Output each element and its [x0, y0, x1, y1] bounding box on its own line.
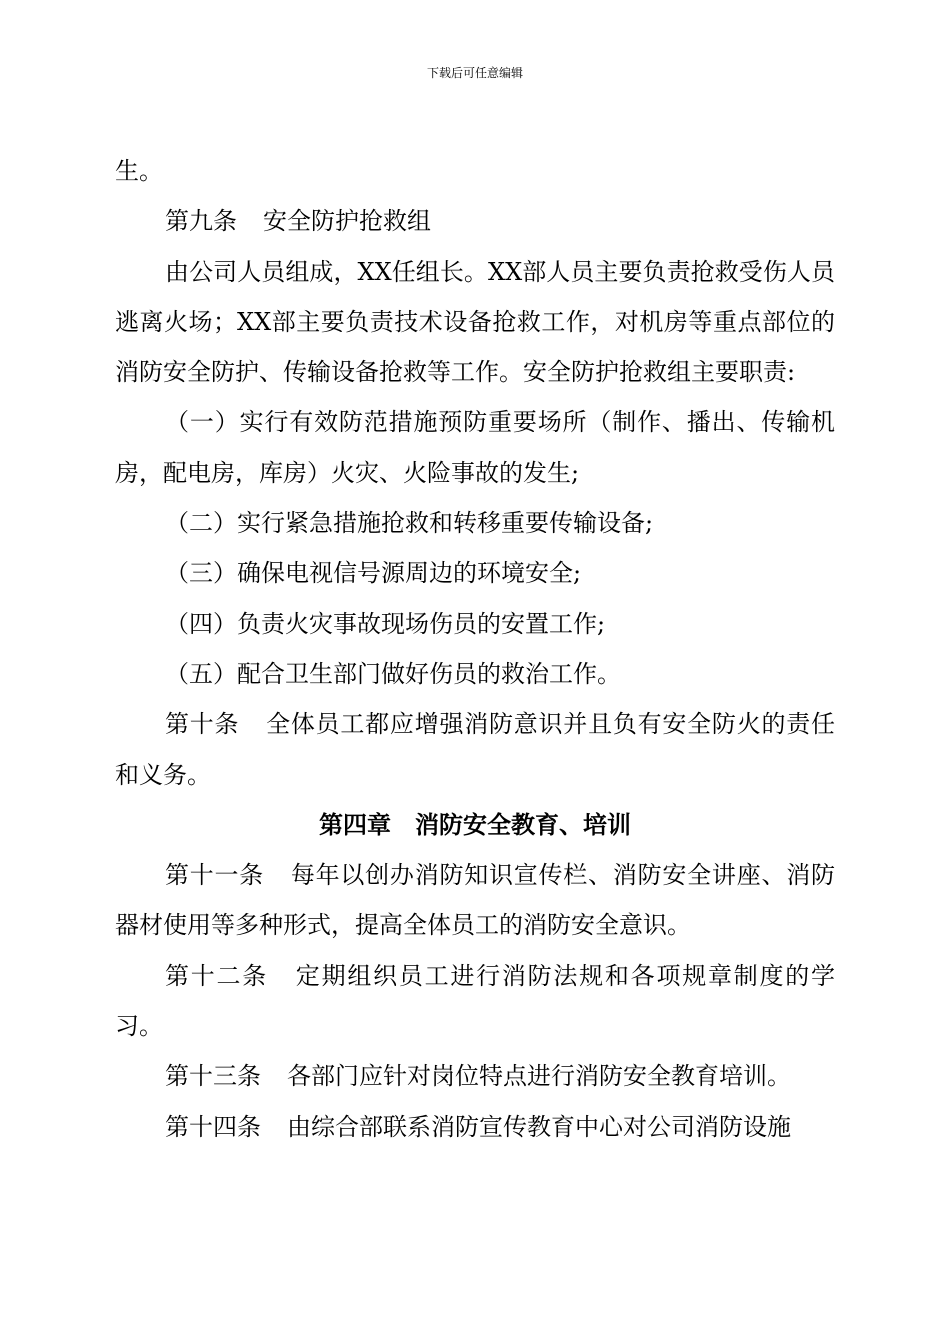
list-item: （三）确保电视信号源周边的环境安全;	[165, 559, 582, 588]
article-paragraph	[115, 1051, 835, 1101]
paragraph: 生。	[115, 157, 163, 185]
article-label: 第十三条	[165, 1062, 261, 1091]
paragraph: 由公司人员组成，XX任组长。XX部人员主要负责抢救受伤人员逃离火场；XX部主要负责技术设备抢救工作，对机房等重点部位的消防安全防护、传输设备抢救等工作。安全防护抢救组主要职责:	[115, 257, 835, 387]
article-text: 每年以创办消防知识宣传栏、消防安全讲座、消防器材使用等多种形式，提高全体员工的消防安全意识。	[115, 861, 835, 940]
chapter-heading: 第四章 消防安全教育、培训	[319, 810, 631, 839]
list-item: （四）负责火灾事故现场伤员的安置工作;	[165, 609, 606, 638]
article-text: 由综合部联系消防宣传教育中心对公司消防设施	[287, 1112, 791, 1141]
list-item: （五）配合卫生部门做好伤员的救治工作。	[165, 659, 621, 688]
page-header: 下载后可任意编辑	[426, 66, 523, 80]
article-text: 全体员工都应增强消防意识并且负有安全防火的责任和义务。	[115, 710, 836, 789]
article-label: 第十二条	[165, 961, 269, 990]
article-paragraph	[115, 850, 835, 951]
article-paragraph	[115, 1102, 835, 1152]
document-body	[115, 146, 835, 1152]
article-text: 安全防护抢救组	[263, 207, 431, 236]
article-text: 定期组织员工进行消防法规和各项规章制度的学习。	[115, 961, 836, 1041]
list-item: （一）实行有效防范措施预防重要场所（制作、播出、传输机房，配电房，库房）火灾、火险事故的发生;	[115, 408, 835, 487]
article-paragraph	[115, 196, 835, 246]
list-item: （二）实行紧急措施抢救和转移重要传输设备;	[165, 509, 654, 538]
article-label: 第十条	[165, 710, 240, 739]
article-label: 第十一条	[165, 861, 265, 890]
article-label: 第十四条	[165, 1112, 261, 1141]
article-text: 各部门应针对岗位特点进行消防安全教育培训。	[287, 1062, 791, 1091]
article-label: 第九条	[165, 207, 237, 236]
article-paragraph	[115, 699, 835, 800]
article-paragraph	[115, 951, 835, 1052]
